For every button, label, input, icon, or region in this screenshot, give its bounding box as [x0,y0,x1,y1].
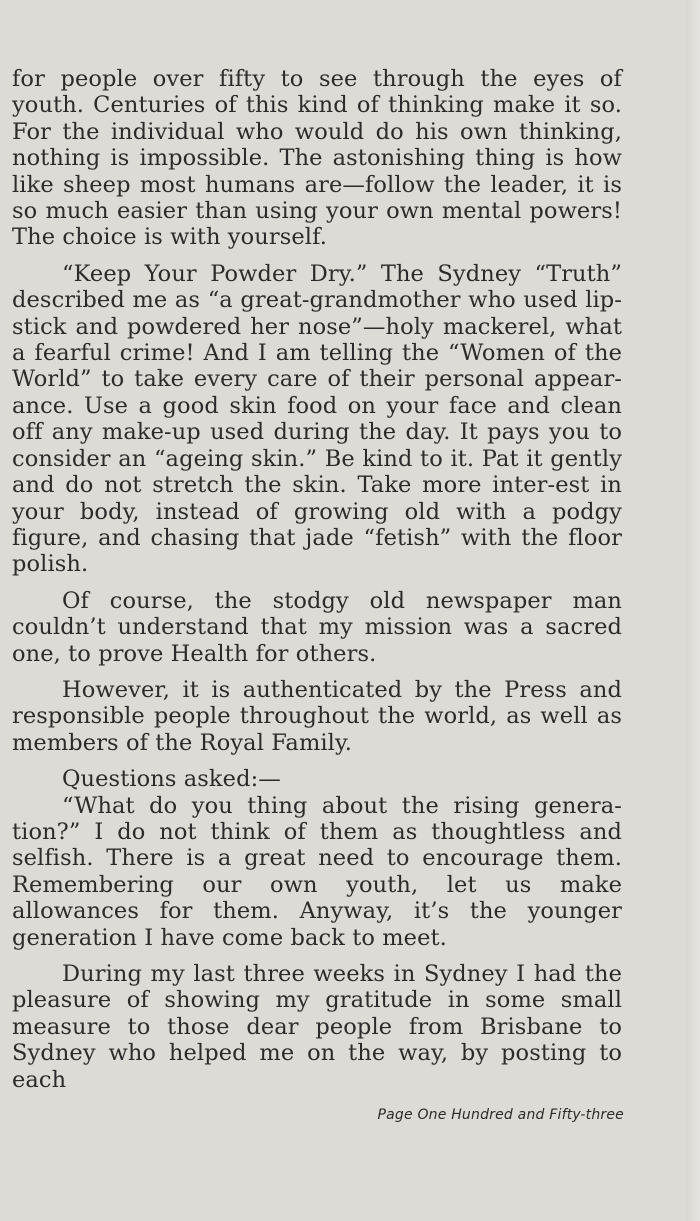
paragraph-5: Questions asked:— [62,766,281,793]
body-text [12,66,622,1093]
paragraph-2: “Keep Your Powder Dry.” The Sydney “Truth” described me as “a great-grandmother who used lip-stick and powdered her nose”—holy mackerel, what a fearful crime! And I am telling the “Women of the World” to take every care of their personal appear-ance. Use a good skin food on your face and clean off any make-up used during the day. It pays you to consider an “ageing skin.” Be kind to it. Pat it gently and do not stretch the skin. Take more inter-est in your body, instead of growing old with a podgy figure, and chasing that jade “fetish” with the floor polish. [12,260,622,578]
paragraph-6: “What do you thing about the rising genera-tion?” I do not think of them as thoughtless and selfish. There is a great need to encourage them. Remembering our own youth, let us make allowances for them. Anyway, it’s the younger generation I have come back to meet. [12,792,622,951]
paragraph-7: During my last three weeks in Sydney I had the pleasure of showing my gratitude in some small measure to those dear people from Brisbane to Sydney who helped me on the way, by posting to each [12,961,622,1093]
page-number-footer: Page One Hundred and Fifty-three [377,1107,624,1123]
page-edge-shadow [686,0,700,1221]
paragraph-4: However, it is authenticated by the Press and responsible people throughout the world, as well as members of the Royal Family. [12,676,622,756]
paragraph-1: for people over fifty to see through the eyes of youth. Centuries of this kind of thinking make it so. For the individual who would do his own thinking, nothing is impossible. The astonishing thing is how like sheep most humans are—follow the leader, it is so much easier than using your own mental powers! The choice is with yourself. [12,66,622,251]
paragraph-3: Of course, the stodgy old newspaper man couldn’t understand that my mission was a sacred one, to prove Health for others. [12,587,622,667]
